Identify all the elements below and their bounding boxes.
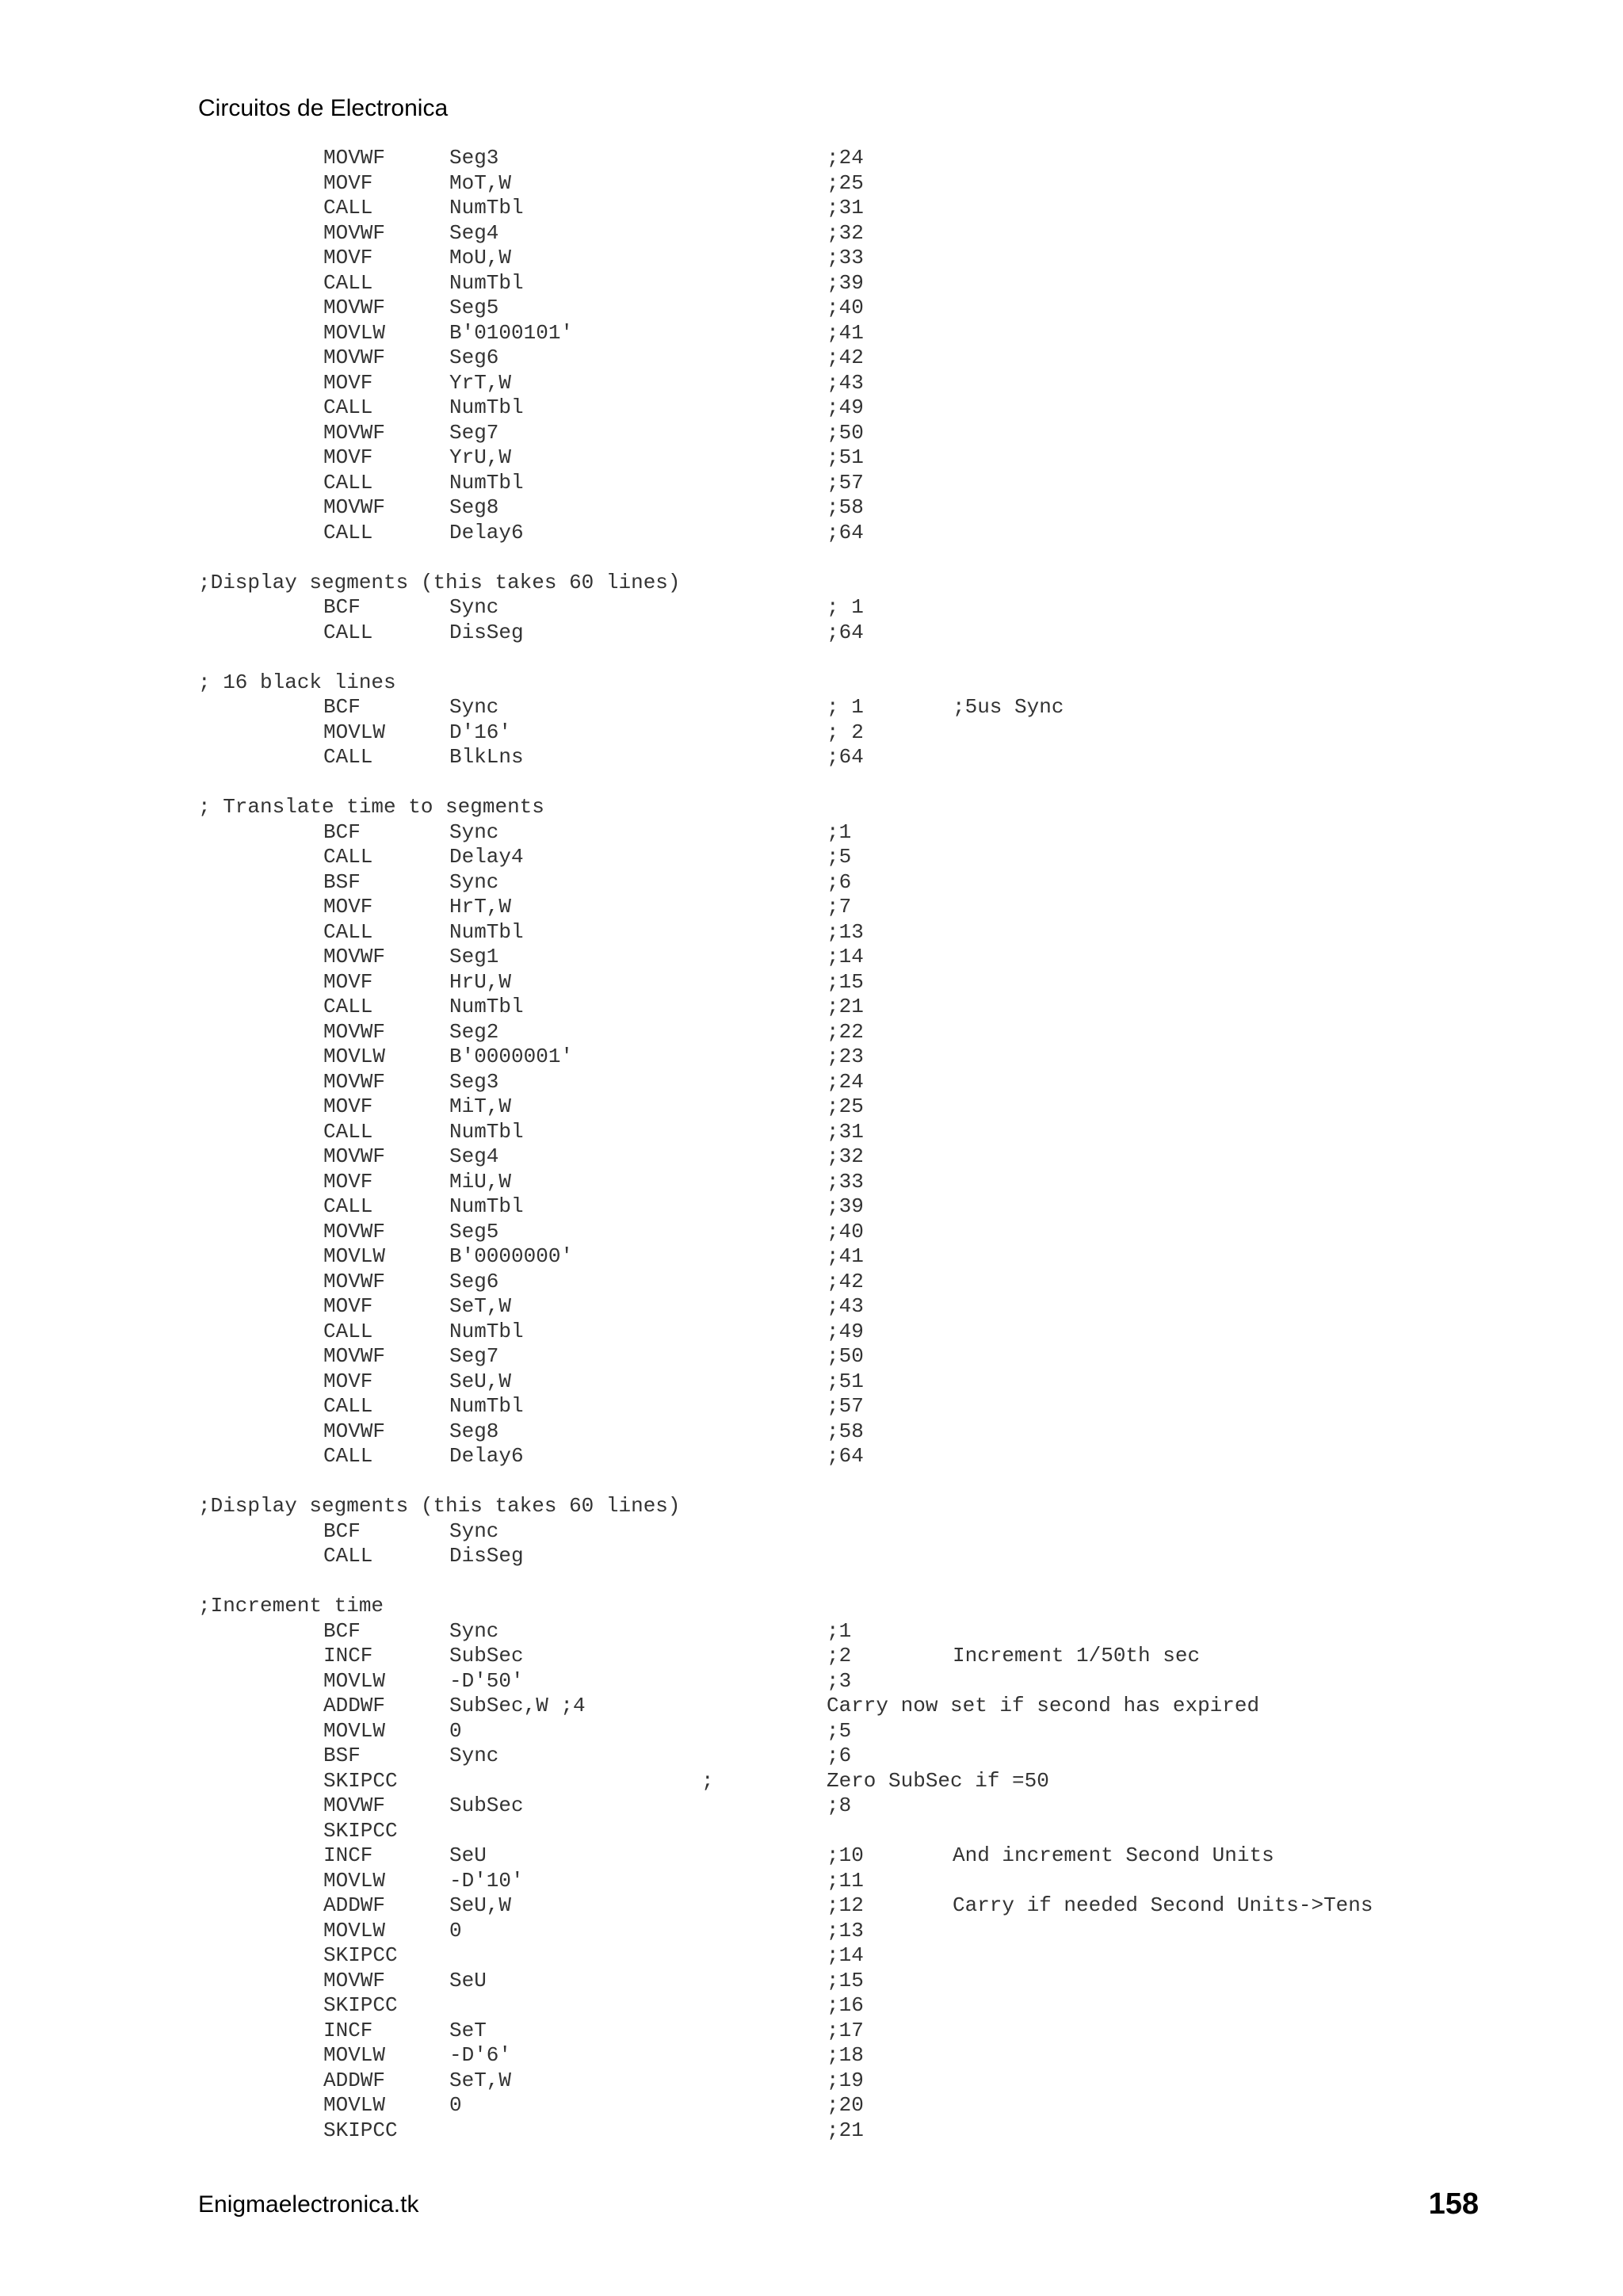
code-comment: ;13 xyxy=(827,1918,864,1943)
code-comment: ;58 xyxy=(827,495,864,519)
code-comment: ;23 xyxy=(827,1045,864,1068)
code-operand: SeU xyxy=(449,1843,487,1867)
code-operand: MoU,W xyxy=(449,246,512,269)
code-comment: ;5 xyxy=(827,845,852,869)
code-operand: NumTbl xyxy=(449,270,524,295)
code-mnemonic: MOVLW xyxy=(323,2043,386,2067)
code-mnemonic: CALL xyxy=(323,395,373,419)
code-comment: ;33 xyxy=(827,1169,864,1194)
code-comment: ;8 xyxy=(827,1794,852,1817)
code-operand: 0 xyxy=(449,1918,462,1943)
code-mnemonic: MOVWF xyxy=(323,1419,386,1443)
code-operand: HrU,W xyxy=(449,969,512,994)
code-operand: Sync xyxy=(449,595,499,619)
code-comment: ;24 xyxy=(827,146,864,170)
code-comment: ;42 xyxy=(827,346,864,369)
code-comment: ;22 xyxy=(827,1019,864,1044)
code-mnemonic: MOVLW xyxy=(323,1244,386,1268)
code-operand: Sync xyxy=(449,819,499,844)
code-operand: Seg6 xyxy=(449,1269,499,1293)
code-comment: ;39 xyxy=(827,270,864,295)
code-mnemonic: MOVLW xyxy=(323,2093,386,2117)
code-comment: ;49 xyxy=(827,395,864,419)
code-comment: ;6 xyxy=(827,1744,852,1767)
code-comment: ;20 xyxy=(827,2093,864,2117)
code-mnemonic: ADDWF xyxy=(323,1893,386,1917)
code-operand: DisSeg xyxy=(449,1544,524,1568)
code-operand: SeU xyxy=(449,1968,487,1992)
code-mnemonic: BCF xyxy=(323,819,361,844)
code-mnemonic: CALL xyxy=(323,1319,373,1343)
code-operand: Delay6 xyxy=(449,520,524,544)
code-operand: NumTbl xyxy=(449,1119,524,1144)
code-operand: Sync xyxy=(449,695,499,719)
code-operand: NumTbl xyxy=(449,470,524,495)
code-comment: ;2 xyxy=(827,1644,852,1668)
code-comment: ;64 xyxy=(827,745,864,769)
code-operand: MiU,W xyxy=(449,1169,512,1194)
code-mnemonic: MOVF xyxy=(323,370,373,395)
code-comment: ;40 xyxy=(827,1219,864,1244)
code-mnemonic: INCF xyxy=(323,2018,373,2042)
code-comment: ;16 xyxy=(827,1993,864,2017)
code-operand: Seg3 xyxy=(449,146,499,170)
code-operand: Delay4 xyxy=(449,845,524,869)
code-label-comment: ; 16 black lines xyxy=(198,670,396,694)
code-operand: NumTbl xyxy=(449,395,524,419)
code-comment: ;17 xyxy=(827,2018,864,2042)
code-mnemonic: MOVWF xyxy=(323,1219,386,1244)
code-comment: ;13 xyxy=(827,919,864,944)
code-operand: NumTbl xyxy=(449,1319,524,1343)
page-header-title: Circuitos de Electronica xyxy=(198,95,449,121)
code-operand: MoT,W xyxy=(449,170,512,195)
code-mnemonic: MOVWF xyxy=(323,945,386,968)
code-mnemonic: CALL xyxy=(323,995,373,1018)
code-operand: NumTbl xyxy=(449,1194,524,1218)
code-mnemonic: MOVLW xyxy=(323,1918,386,1943)
code-mnemonic: CALL xyxy=(323,919,373,944)
code-mnemonic: MOVF xyxy=(323,445,373,469)
code-mnemonic: CALL xyxy=(323,470,373,495)
code-operand: SeT xyxy=(449,2018,487,2042)
code-note: Increment 1/50th sec xyxy=(953,1644,1201,1668)
code-operand: HrT,W xyxy=(449,895,512,919)
code-mnemonic: BCF xyxy=(323,595,361,619)
code-operand: Sync xyxy=(449,1519,499,1543)
code-mnemonic: MOVF xyxy=(323,170,373,195)
code-mnemonic: ADDWF xyxy=(323,2068,386,2092)
code-mnemonic: CALL xyxy=(323,1194,373,1218)
code-comment: ;24 xyxy=(827,1069,864,1094)
code-label-comment: ;Increment time xyxy=(198,1594,384,1618)
code-comment: ;51 xyxy=(827,445,864,469)
code-operand: Delay6 xyxy=(449,1444,524,1468)
code-comment: ;31 xyxy=(827,1119,864,1144)
code-comment: ;57 xyxy=(827,470,864,495)
code-operand: -D'6' xyxy=(449,2043,512,2067)
code-comment: ; 1 xyxy=(827,595,864,619)
code-mnemonic: MOVF xyxy=(323,1095,373,1118)
code-operand: NumTbl xyxy=(449,995,524,1018)
code-comment: ;10 xyxy=(827,1843,864,1867)
code-mnemonic: MOVLW xyxy=(323,1718,386,1743)
code-operand: YrT,W xyxy=(449,370,512,395)
code-comment: ;32 xyxy=(827,1144,864,1168)
code-operand: NumTbl xyxy=(449,196,524,220)
code-operand: SubSec xyxy=(449,1644,524,1668)
code-mnemonic: CALL xyxy=(323,196,373,220)
code-operand: NumTbl xyxy=(449,919,524,944)
code-operand: Seg4 xyxy=(449,220,499,245)
code-comment: ;5 xyxy=(827,1718,852,1743)
code-comment: ;64 xyxy=(827,620,864,644)
code-comment: ;41 xyxy=(827,320,864,345)
code-comment: ;40 xyxy=(827,296,864,319)
code-operand: MiT,W xyxy=(449,1095,512,1118)
code-mnemonic: INCF xyxy=(323,1843,373,1867)
code-comment: ;11 xyxy=(827,1868,864,1893)
code-comment: ;31 xyxy=(827,196,864,220)
code-mnemonic: CALL xyxy=(323,1544,373,1568)
code-operand: Seg7 xyxy=(449,420,499,445)
code-label-comment: ; Translate time to segments xyxy=(198,795,544,819)
code-operand: Seg6 xyxy=(449,346,499,369)
code-operand: SeU,W xyxy=(449,1893,512,1917)
code-comment: ;50 xyxy=(827,1344,864,1368)
code-operand: NumTbl xyxy=(449,1394,524,1418)
code-operand: 0 xyxy=(449,2093,462,2117)
code-operand: Sync xyxy=(449,869,499,894)
code-comment: ;14 xyxy=(827,945,864,968)
code-operand: -D'50' xyxy=(449,1668,524,1693)
code-mnemonic: MOVLW xyxy=(323,320,386,345)
code-operand: SubSec,W ;4 xyxy=(449,1694,586,1717)
footer-site: Enigmaelectronica.tk xyxy=(198,2191,419,2218)
code-operand: Sync xyxy=(449,1618,499,1643)
code-mnemonic: CALL xyxy=(323,520,373,544)
code-comment: ;51 xyxy=(827,1369,864,1393)
code-note: And increment Second Units xyxy=(953,1843,1274,1867)
code-mnemonic: MOVLW xyxy=(323,1868,386,1893)
code-label-comment: ;Display segments (this takes 60 lines) xyxy=(198,1494,681,1518)
code-comment: ;6 xyxy=(827,869,852,894)
code-comment: ; 1 xyxy=(827,695,864,719)
code-mnemonic: ADDWF xyxy=(323,1694,386,1717)
code-comment: ;43 xyxy=(827,370,864,395)
code-comment: ;12 xyxy=(827,1893,864,1917)
code-mnemonic: SKIPCC xyxy=(323,1943,398,1967)
code-mnemonic: INCF xyxy=(323,1644,373,1668)
code-comment: ; 2 xyxy=(827,720,864,744)
code-mid: ; xyxy=(701,1768,714,1793)
code-comment: ;33 xyxy=(827,246,864,269)
code-mnemonic: MOVF xyxy=(323,1369,373,1393)
code-operand: Seg7 xyxy=(449,1344,499,1368)
code-mnemonic: SKIPCC xyxy=(323,1768,398,1793)
code-comment: ;3 xyxy=(827,1668,852,1693)
code-mnemonic: MOVWF xyxy=(323,220,386,245)
code-operand: Sync xyxy=(449,1744,499,1767)
code-comment: ;15 xyxy=(827,969,864,994)
code-comment: ;21 xyxy=(827,995,864,1018)
code-mnemonic: MOVF xyxy=(323,1294,373,1318)
code-mnemonic: MOVF xyxy=(323,1169,373,1194)
code-comment: ;14 xyxy=(827,1943,864,1967)
code-mnemonic: BCF xyxy=(323,1519,361,1543)
code-mnemonic: MOVF xyxy=(323,895,373,919)
code-operand: SeU,W xyxy=(449,1369,512,1393)
code-comment: ;21 xyxy=(827,2118,864,2142)
code-operand: SeT,W xyxy=(449,2068,512,2092)
code-comment: ;1 xyxy=(827,1618,852,1643)
code-operand: Seg4 xyxy=(449,1144,499,1168)
code-mnemonic: MOVWF xyxy=(323,420,386,445)
code-mnemonic: MOVWF xyxy=(323,495,386,519)
code-operand: -D'10' xyxy=(449,1868,524,1893)
code-operand: B'0000001' xyxy=(449,1045,574,1068)
code-comment: ;64 xyxy=(827,520,864,544)
code-comment: Carry now set if second has expired xyxy=(827,1694,1260,1717)
code-mnemonic: MOVWF xyxy=(323,1019,386,1044)
code-mnemonic: SKIPCC xyxy=(323,1993,398,2017)
code-mnemonic: SKIPCC xyxy=(323,2118,398,2142)
code-mnemonic: MOVWF xyxy=(323,346,386,369)
code-operand: SubSec xyxy=(449,1794,524,1817)
code-comment: ;64 xyxy=(827,1444,864,1468)
code-operand: BlkLns xyxy=(449,745,524,769)
code-comment: ;58 xyxy=(827,1419,864,1443)
code-mnemonic: CALL xyxy=(323,1394,373,1418)
code-operand: YrU,W xyxy=(449,445,512,469)
code-mnemonic: MOVWF xyxy=(323,1794,386,1817)
code-mnemonic: MOVWF xyxy=(323,1269,386,1293)
code-comment: ;25 xyxy=(827,170,864,195)
code-operand: 0 xyxy=(449,1718,462,1743)
code-comment: Zero SubSec if =50 xyxy=(827,1768,1049,1793)
code-operand: SeT,W xyxy=(449,1294,512,1318)
code-operand: Seg5 xyxy=(449,296,499,319)
code-label-comment: ;Display segments (this takes 60 lines) xyxy=(198,570,681,594)
code-comment: ;15 xyxy=(827,1968,864,1992)
code-comment: ;39 xyxy=(827,1194,864,1218)
code-operand: Seg5 xyxy=(449,1219,499,1244)
code-mnemonic: MOVLW xyxy=(323,1045,386,1068)
code-note: Carry if needed Second Units->Tens xyxy=(953,1893,1373,1917)
code-note: ;5us Sync xyxy=(953,695,1064,719)
code-mnemonic: BCF xyxy=(323,695,361,719)
code-mnemonic: CALL xyxy=(323,745,373,769)
code-mnemonic: MOVWF xyxy=(323,1144,386,1168)
code-operand: Seg2 xyxy=(449,1019,499,1044)
code-comment: ;42 xyxy=(827,1269,864,1293)
code-comment: ;49 xyxy=(827,1319,864,1343)
code-mnemonic: MOVF xyxy=(323,969,373,994)
code-mnemonic: MOVF xyxy=(323,246,373,269)
code-mnemonic: CALL xyxy=(323,1119,373,1144)
code-mnemonic: SKIPCC xyxy=(323,1818,398,1843)
code-comment: ;25 xyxy=(827,1095,864,1118)
code-mnemonic: MOVWF xyxy=(323,1344,386,1368)
code-operand: Seg8 xyxy=(449,1419,499,1443)
code-mnemonic: CALL xyxy=(323,845,373,869)
code-comment: ;32 xyxy=(827,220,864,245)
code-mnemonic: CALL xyxy=(323,620,373,644)
code-mnemonic: MOVLW xyxy=(323,720,386,744)
code-operand: D'16' xyxy=(449,720,512,744)
code-mnemonic: BSF xyxy=(323,869,361,894)
code-operand: DisSeg xyxy=(449,620,524,644)
code-operand: B'0100101' xyxy=(449,320,574,345)
code-mnemonic: MOVWF xyxy=(323,296,386,319)
code-comment: ;7 xyxy=(827,895,852,919)
code-mnemonic: CALL xyxy=(323,270,373,295)
code-comment: ;18 xyxy=(827,2043,864,2067)
code-comment: ;57 xyxy=(827,1394,864,1418)
code-mnemonic: CALL xyxy=(323,1444,373,1468)
code-mnemonic: MOVWF xyxy=(323,1968,386,1992)
code-comment: ;50 xyxy=(827,420,864,445)
code-comment: ;1 xyxy=(827,819,852,844)
code-mnemonic: MOVWF xyxy=(323,1069,386,1094)
code-mnemonic: MOVLW xyxy=(323,1668,386,1693)
code-operand: Seg3 xyxy=(449,1069,499,1094)
page-number: 158 xyxy=(1428,2187,1479,2221)
code-operand: Seg8 xyxy=(449,495,499,519)
code-mnemonic: BCF xyxy=(323,1618,361,1643)
code-comment: ;41 xyxy=(827,1244,864,1268)
code-comment: ;43 xyxy=(827,1294,864,1318)
code-mnemonic: BSF xyxy=(323,1744,361,1767)
code-comment: ;19 xyxy=(827,2068,864,2092)
code-operand: Seg1 xyxy=(449,945,499,968)
code-mnemonic: MOVWF xyxy=(323,146,386,170)
code-operand: B'0000000' xyxy=(449,1244,574,1268)
